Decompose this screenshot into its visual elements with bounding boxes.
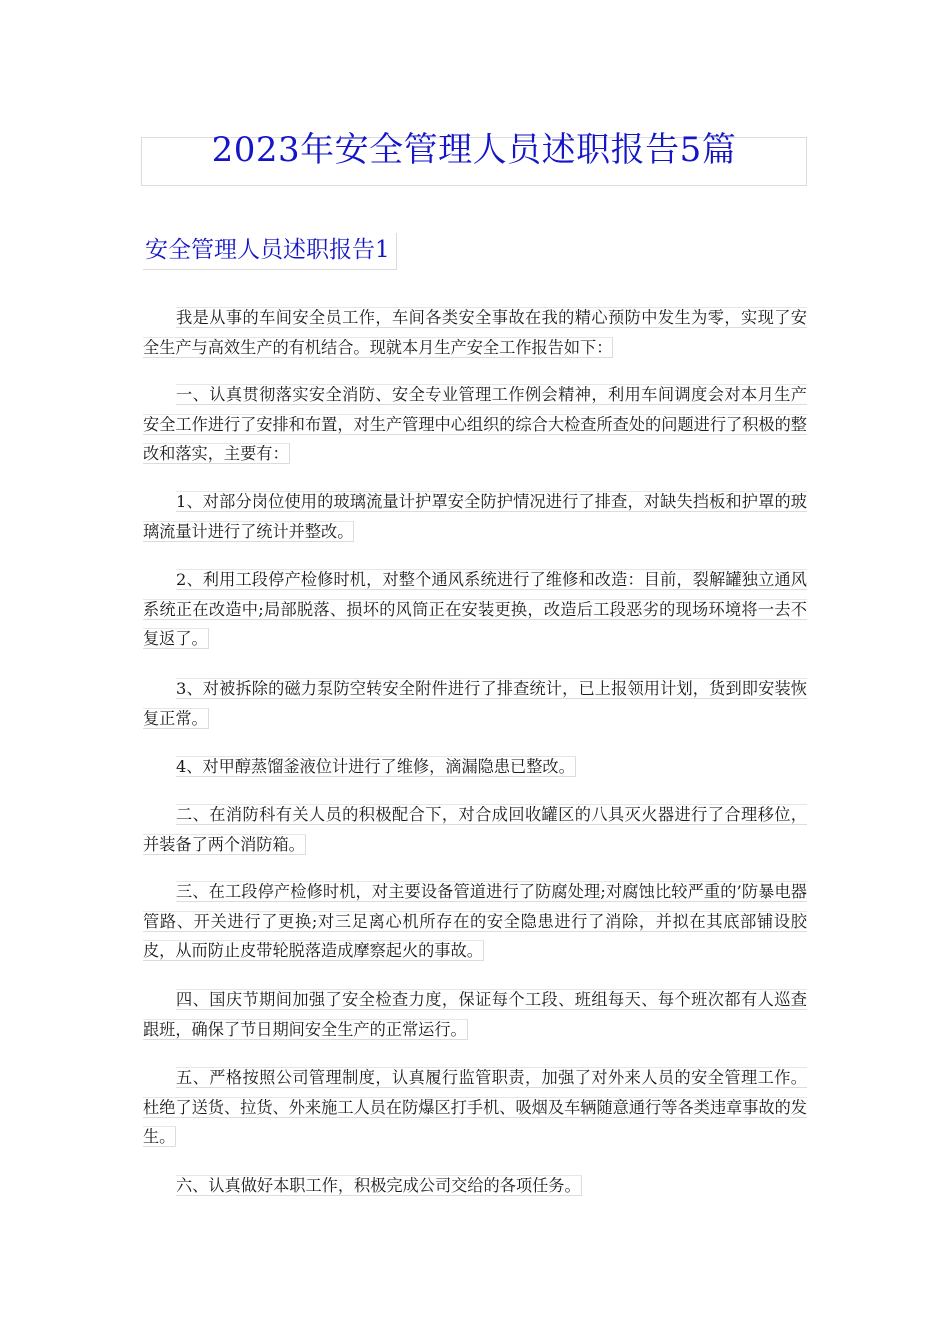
paragraph-item-2 bbox=[143, 800, 807, 859]
paragraph-text: 3、对被拆除的磁力泵防空转安全附件进行了排查统计，已上报领用计划，货到即安装恢复正常。 bbox=[143, 679, 807, 728]
paragraph-text: 我是从事的车间安全员工作，车间各类安全事故在我的精心预防中发生为零，实现了安全生产与高效生产的有机结合。现就本月生产安全工作报告如下： bbox=[143, 308, 807, 357]
paragraph-text: 四、国庆节期间加强了安全检查力度，保证每个工段、班组每天、每个班次都有人巡查跟班，确保了节日期间安全生产的正常运行。 bbox=[143, 990, 807, 1039]
paragraph-item-3 bbox=[143, 877, 807, 966]
paragraph-subitem-1 bbox=[143, 487, 807, 546]
paragraph-item-5 bbox=[143, 1063, 807, 1152]
paragraph-text: 三、在工段停产检修时机，对主要设备管道进行了防腐处理;对腐蚀比较严重的’防暴电器管路、开关进行了更换;对三足离心机所存在的安全隐患进行了消除，并拟在其底部铺设胶皮，从而防止皮带轮脱落造成摩察起火的事故。 bbox=[143, 882, 807, 960]
paragraph-subitem-3 bbox=[143, 674, 807, 733]
paragraph-item-6 bbox=[143, 1171, 807, 1201]
paragraph-item-4 bbox=[143, 985, 807, 1044]
paragraph-subitem-4 bbox=[143, 752, 807, 782]
paragraph-text: 4、对甲醇蒸馏釜液位计进行了维修，滴漏隐患已整改。 bbox=[176, 757, 575, 776]
paragraph-item-1 bbox=[143, 380, 807, 469]
paragraph-intro bbox=[143, 303, 807, 362]
paragraph-text: 五、严格按照公司管理制度，认真履行监管职责，加强了对外来人员的安全管理工作。杜绝了送货、拉货、外来施工人员在防爆区打手机、吸烟及车辆随意通行等各类违章事故的发生。 bbox=[143, 1068, 807, 1146]
section-title: 安全管理人员述职报告1 bbox=[143, 233, 397, 270]
document-title: 2023年安全管理人员述职报告5篇 bbox=[211, 130, 737, 170]
paragraph-text: 六、认真做好本职工作，积极完成公司交给的各项任务。 bbox=[176, 1176, 581, 1195]
paragraph-text: 2、利用工段停产检修时机，对整个通风系统进行了维修和改造：目前，裂解罐独立通风系统正在改造中;局部脱落、损坏的风筒正在安装更换，改造后工段恶劣的现场环境将一去不复返了。 bbox=[143, 570, 807, 648]
paragraph-text: 一、认真贯彻落实安全消防、安全专业管理工作例会精神，利用车间调度会对本月生产安全工作进行了安排和布置，对生产管理中心组织的综合大检查所查处的问题进行了积极的整改和落实，主要有： bbox=[143, 385, 807, 463]
paragraph-text: 二、在消防科有关人员的积极配合下，对合成回收罐区的八具灭火器进行了合理移位，并装备了两个消防箱。 bbox=[143, 805, 807, 854]
paragraph-subitem-2 bbox=[143, 565, 807, 654]
paragraph-text: 1、对部分岗位使用的玻璃流量计护罩安全防护情况进行了排查，对缺失挡板和护罩的玻璃流量计进行了统计并整改。 bbox=[143, 492, 807, 541]
